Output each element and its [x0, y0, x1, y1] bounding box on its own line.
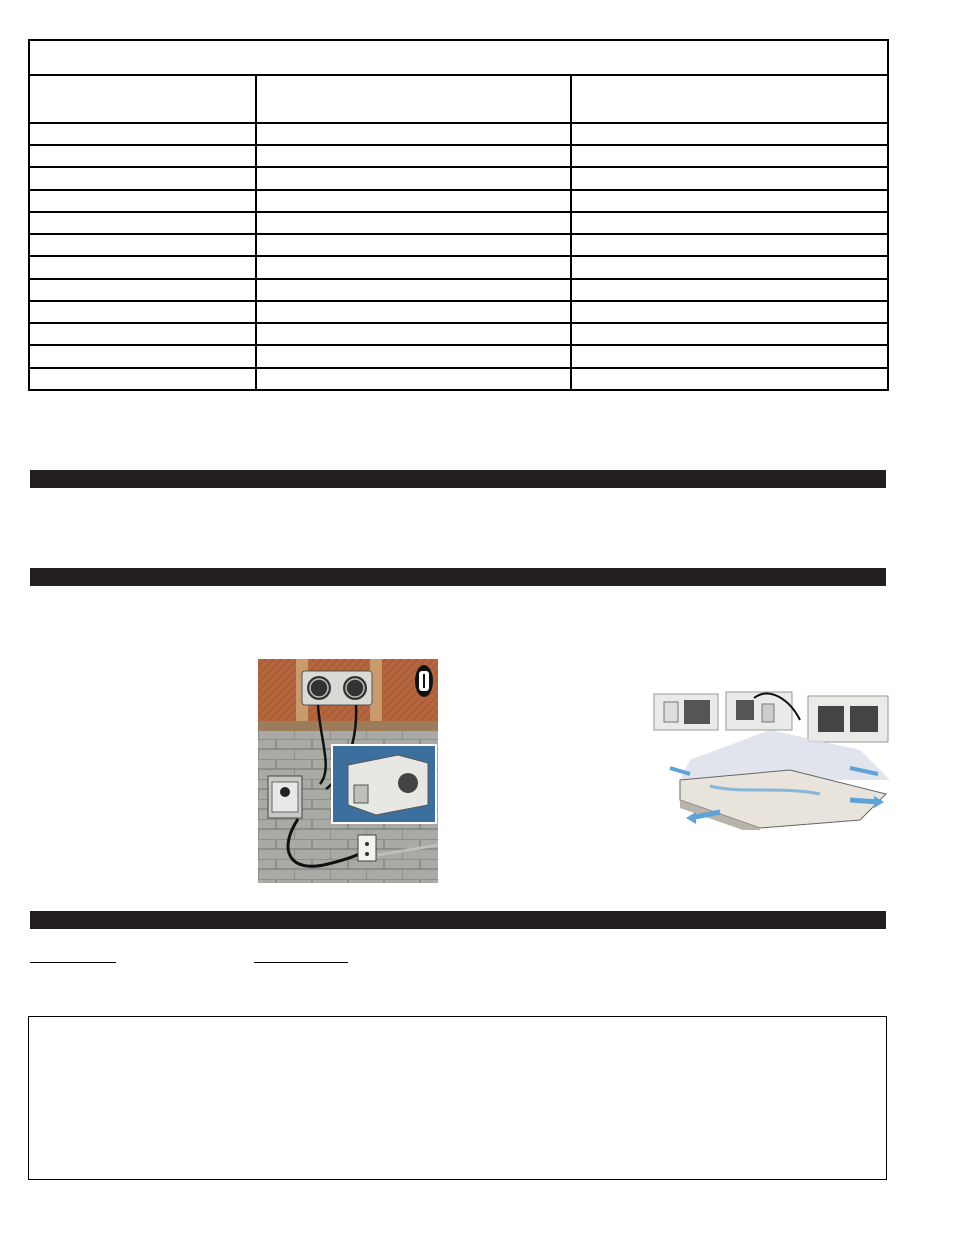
table-cell	[256, 368, 571, 390]
table-cell	[256, 145, 571, 167]
table-cell	[29, 279, 256, 301]
table-cell	[29, 256, 256, 278]
table-cell	[256, 256, 571, 278]
table-cell	[571, 256, 888, 278]
table-cell	[29, 323, 256, 345]
table-cell	[29, 301, 256, 323]
table-cell	[571, 234, 888, 256]
table-row	[29, 301, 888, 323]
table-cell	[29, 234, 256, 256]
table-cell	[571, 123, 888, 145]
table-cell	[571, 190, 888, 212]
section-header-bar	[30, 568, 886, 586]
table-row	[29, 123, 888, 145]
table-row	[29, 279, 888, 301]
notes-box	[28, 1016, 887, 1180]
spec-col-header	[256, 75, 571, 123]
table-cell	[256, 234, 571, 256]
spec-table-header-row	[29, 75, 888, 123]
table-row	[29, 167, 888, 189]
table-cell	[571, 345, 888, 367]
table-cell	[256, 190, 571, 212]
table-row	[29, 323, 888, 345]
table-row	[29, 190, 888, 212]
table-cell	[29, 190, 256, 212]
table-cell	[29, 167, 256, 189]
table-cell	[29, 368, 256, 390]
table-cell	[256, 167, 571, 189]
table-cell	[256, 323, 571, 345]
table-cell	[29, 212, 256, 234]
table-row	[29, 145, 888, 167]
table-row	[29, 368, 888, 390]
table-cell	[256, 212, 571, 234]
table-cell	[29, 123, 256, 145]
installation-photo	[258, 659, 438, 883]
table-cell	[29, 345, 256, 367]
spec-col-header	[571, 75, 888, 123]
table-row	[29, 345, 888, 367]
table-cell	[571, 323, 888, 345]
table-cell	[571, 212, 888, 234]
table-row	[29, 234, 888, 256]
spec-table-title	[29, 40, 888, 75]
section-header-bar	[30, 911, 886, 929]
spec-col-header	[29, 75, 256, 123]
table-cell	[571, 279, 888, 301]
table-cell	[571, 368, 888, 390]
section-header-bar	[30, 470, 886, 488]
table-row	[29, 212, 888, 234]
table-cell	[256, 279, 571, 301]
spec-table	[28, 39, 889, 391]
table-cell	[571, 167, 888, 189]
spec-table-title-row	[29, 40, 888, 75]
table-cell	[256, 123, 571, 145]
underline-rule	[30, 962, 116, 963]
table-cell	[571, 145, 888, 167]
underline-rule	[254, 962, 348, 963]
table-cell	[29, 145, 256, 167]
thermostat-badge-icon	[415, 665, 433, 697]
table-cell	[256, 345, 571, 367]
table-row	[29, 256, 888, 278]
crawlspace-airflow-diagram	[650, 690, 890, 830]
table-cell	[571, 301, 888, 323]
table-cell	[256, 301, 571, 323]
